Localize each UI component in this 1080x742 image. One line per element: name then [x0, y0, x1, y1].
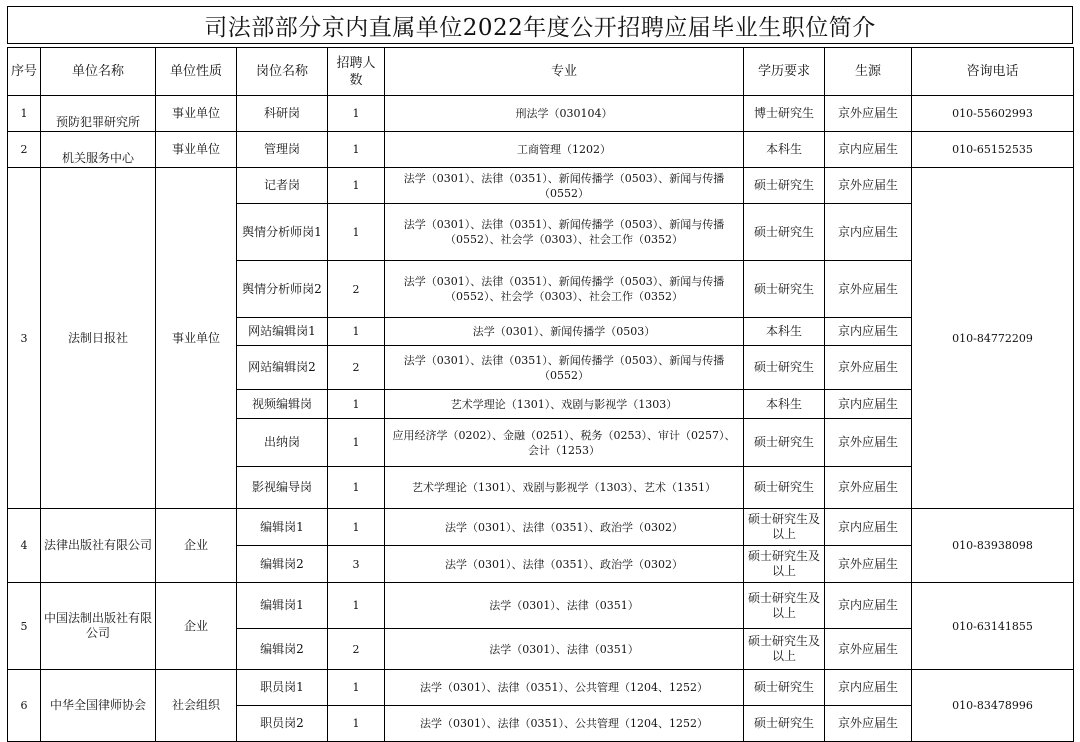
- page-title: 司法部部分京内直属单位2022年度公开招聘应届毕业生职位简介: [7, 6, 1073, 44]
- table-row: [8, 168, 1074, 204]
- position-name-cell: 网站编辑岗2: [237, 346, 328, 390]
- major-cell: 法学（0301）、法律（0351）、新闻传播学（0503）、新闻与传播（0552）: [385, 346, 744, 390]
- header-row: [8, 48, 1074, 96]
- table-row: [8, 583, 1074, 629]
- major-cell: 工商管理（1202）: [385, 132, 744, 168]
- major-cell: 刑法学（030104）: [385, 96, 744, 132]
- major-cell: 应用经济学（0202）、金融（0251）、税务（0253）、审计（0257）、会计（1253）: [385, 419, 744, 467]
- education-cell: 本科生: [744, 318, 825, 346]
- education-cell: 硕士研究生及以上: [744, 629, 825, 670]
- position-name-cell: 科研岗: [237, 96, 328, 132]
- major-cell: 法学（0301）、法律（0351）、新闻传播学（0503）、新闻与传播（0552）、社会学（0303）、社会工作（0352）: [385, 204, 744, 261]
- table-row: [8, 96, 1074, 132]
- count-cell: 1: [328, 96, 385, 132]
- source-cell: 京内应届生: [825, 583, 912, 629]
- phone-cell: 010-84772209: [912, 168, 1074, 509]
- count-cell: 1: [328, 670, 385, 706]
- phone-cell: 010-83478996: [912, 670, 1074, 742]
- source-cell: 京外应届生: [825, 467, 912, 509]
- major-cell: 法学（0301）、法律（0351）、新闻传播学（0503）、新闻与传播（0552）: [385, 168, 744, 204]
- education-cell: 硕士研究生: [744, 261, 825, 318]
- table-row: [8, 670, 1074, 706]
- education-cell: 硕士研究生: [744, 467, 825, 509]
- header-seq: 序号: [8, 48, 41, 96]
- source-cell: 京内应届生: [825, 204, 912, 261]
- position-name-cell: 记者岗: [237, 168, 328, 204]
- education-cell: 本科生: [744, 390, 825, 419]
- source-cell: 京内应届生: [825, 390, 912, 419]
- education-cell: 硕士研究生及以上: [744, 509, 825, 546]
- unit-nature-cell: 企业: [156, 583, 237, 670]
- education-cell: 硕士研究生: [744, 419, 825, 467]
- source-cell: 京外应届生: [825, 546, 912, 583]
- major-cell: 法学（0301）、法律（0351）、新闻传播学（0503）、新闻与传播（0552）、社会学（0303）、社会工作（0352）: [385, 261, 744, 318]
- header-unit: 单位名称: [41, 48, 156, 96]
- count-cell: 1: [328, 467, 385, 509]
- unit-nature-cell: 事业单位: [156, 168, 237, 509]
- count-cell: 1: [328, 706, 385, 742]
- seq-cell: 1: [8, 96, 41, 132]
- source-cell: 京内应届生: [825, 509, 912, 546]
- seq-cell: 3: [8, 168, 41, 509]
- education-cell: 硕士研究生: [744, 706, 825, 742]
- header-count: 招聘人数: [328, 48, 385, 96]
- position-name-cell: 视频编辑岗: [237, 390, 328, 419]
- education-cell: 硕士研究生: [744, 168, 825, 204]
- unit-name-cell: 机关服务中心: [41, 132, 156, 168]
- unit-name-cell: 法制日报社: [41, 168, 156, 509]
- unit-name-cell: 法律出版社有限公司: [41, 509, 156, 583]
- unit-nature-cell: 企业: [156, 509, 237, 583]
- unit-nature-cell: 社会组织: [156, 670, 237, 742]
- major-cell: 法学（0301）、法律（0351）、公共管理（1204、1252）: [385, 670, 744, 706]
- source-cell: 京外应届生: [825, 706, 912, 742]
- source-cell: 京外应届生: [825, 96, 912, 132]
- header-source: 生源: [825, 48, 912, 96]
- count-cell: 2: [328, 346, 385, 390]
- phone-cell: 010-55602993: [912, 96, 1074, 132]
- source-cell: 京内应届生: [825, 318, 912, 346]
- header-position: 岗位名称: [237, 48, 328, 96]
- phone-cell: 010-83938098: [912, 509, 1074, 583]
- major-cell: 法学（0301）、法律（0351）、公共管理（1204、1252）: [385, 706, 744, 742]
- major-cell: 法学（0301）、法律（0351）: [385, 583, 744, 629]
- position-name-cell: 编辑岗2: [237, 629, 328, 670]
- count-cell: 2: [328, 261, 385, 318]
- position-name-cell: 职员岗1: [237, 670, 328, 706]
- table-row: [8, 509, 1074, 546]
- position-name-cell: 舆情分析师岗1: [237, 204, 328, 261]
- source-cell: 京外应届生: [825, 346, 912, 390]
- header-phone: 咨询电话: [912, 48, 1074, 96]
- source-cell: 京外应届生: [825, 168, 912, 204]
- count-cell: 1: [328, 390, 385, 419]
- source-cell: 京内应届生: [825, 132, 912, 168]
- header-nature: 单位性质: [156, 48, 237, 96]
- count-cell: 3: [328, 546, 385, 583]
- education-cell: 博士研究生: [744, 96, 825, 132]
- count-cell: 1: [328, 318, 385, 346]
- unit-name-cell: 中华全国律师协会: [41, 670, 156, 742]
- header-education: 学历要求: [744, 48, 825, 96]
- count-cell: 1: [328, 509, 385, 546]
- position-name-cell: 编辑岗1: [237, 583, 328, 629]
- count-cell: 1: [328, 204, 385, 261]
- source-cell: 京内应届生: [825, 670, 912, 706]
- unit-nature-cell: 事业单位: [156, 132, 237, 168]
- source-cell: 京外应届生: [825, 261, 912, 318]
- unit-name-cell: 中国法制出版社有限公司: [41, 583, 156, 670]
- education-cell: 硕士研究生及以上: [744, 546, 825, 583]
- education-cell: 硕士研究生: [744, 670, 825, 706]
- seq-cell: 5: [8, 583, 41, 670]
- count-cell: 2: [328, 629, 385, 670]
- major-cell: 艺术学理论（1301）、戏剧与影视学（1303）、艺术（1351）: [385, 467, 744, 509]
- count-cell: 1: [328, 168, 385, 204]
- count-cell: 1: [328, 419, 385, 467]
- position-name-cell: 编辑岗2: [237, 546, 328, 583]
- major-cell: 法学（0301）、法律（0351）、政治学（0302）: [385, 509, 744, 546]
- seq-cell: 6: [8, 670, 41, 742]
- education-cell: 硕士研究生及以上: [744, 583, 825, 629]
- major-cell: 法学（0301）、新闻传播学（0503）: [385, 318, 744, 346]
- position-name-cell: 影视编导岗: [237, 467, 328, 509]
- position-name-cell: 出纳岗: [237, 419, 328, 467]
- source-cell: 京外应届生: [825, 419, 912, 467]
- education-cell: 硕士研究生: [744, 346, 825, 390]
- unit-nature-cell: 事业单位: [156, 96, 237, 132]
- major-cell: 法学（0301）、法律（0351）: [385, 629, 744, 670]
- phone-cell: 010-65152535: [912, 132, 1074, 168]
- education-cell: 硕士研究生: [744, 204, 825, 261]
- position-name-cell: 编辑岗1: [237, 509, 328, 546]
- source-cell: 京外应届生: [825, 629, 912, 670]
- count-cell: 1: [328, 132, 385, 168]
- major-cell: 法学（0301）、法律（0351）、政治学（0302）: [385, 546, 744, 583]
- education-cell: 本科生: [744, 132, 825, 168]
- phone-cell: 010-63141855: [912, 583, 1074, 670]
- position-name-cell: 职员岗2: [237, 706, 328, 742]
- seq-cell: 4: [8, 509, 41, 583]
- positions-table: [7, 47, 1074, 742]
- header-major: 专业: [385, 48, 744, 96]
- position-name-cell: 舆情分析师岗2: [237, 261, 328, 318]
- seq-cell: 2: [8, 132, 41, 168]
- table-row: [8, 132, 1074, 168]
- position-name-cell: 管理岗: [237, 132, 328, 168]
- count-cell: 1: [328, 583, 385, 629]
- unit-name-cell: 预防犯罪研究所: [41, 96, 156, 132]
- major-cell: 艺术学理论（1301）、戏剧与影视学（1303）: [385, 390, 744, 419]
- position-name-cell: 网站编辑岗1: [237, 318, 328, 346]
